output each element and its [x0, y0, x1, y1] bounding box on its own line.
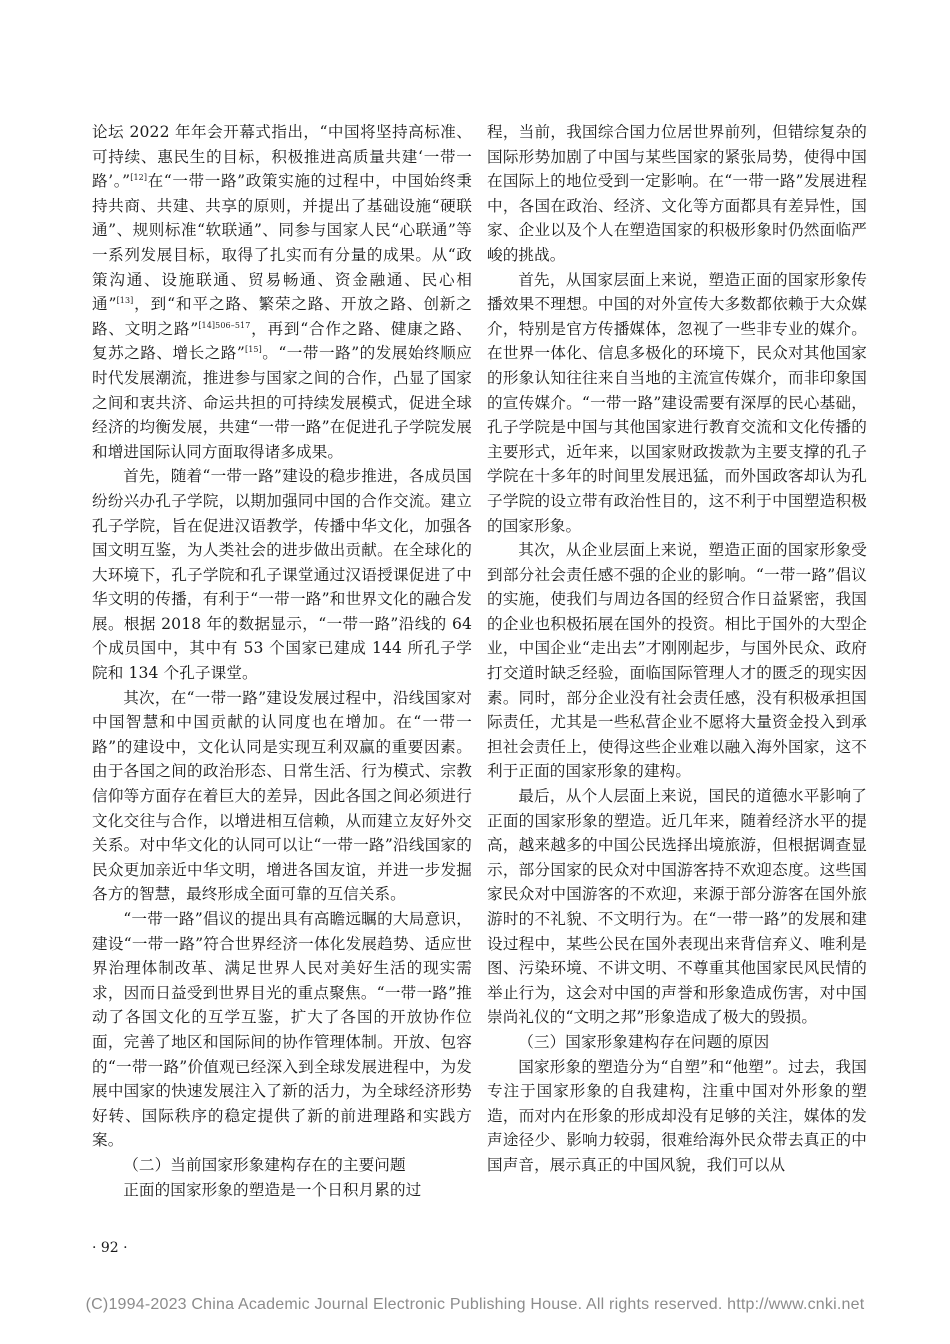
paragraph: 正面的国家形象的塑造是一个日积月累的过 — [123, 1180, 422, 1199]
section-heading: （三）国家形象建构存在问题的原因 — [518, 1032, 770, 1051]
citation: [15] — [244, 345, 262, 355]
paragraph: 首先，随着“一带一路”建设的稳步推进，各成员国纷纷兴办孔子学院，以期加强同中国的合作交流。建立孔子学院，旨在促进汉语教学，传播中华文化，加强各国文明互鉴，为人类社会的进步做出贡献。在全球化的大环境下，孔子学院和孔子课堂通过汉语授课促进了中华文明的传播，有利于“一带一路”和世界文化的融合发展。根据 2018 年的数据显示，“一带一路”沿线的 64 个成员国中，其中有 53 个国家已建成 144 所孔子学院和 134 个孔子课堂。 — [92, 467, 472, 683]
citation: [12] — [130, 173, 148, 183]
paragraph: 最后，从个人层面上来说，国民的道德水平影响了正面的国家形象的塑造。近几年来，随着经济水平的提高，越来越多的中国公民选择出境旅游，但根据调查显示，部分国家的民众对中国游客持不欢迎态度。这些国家民众对中国游客的不欢迎，来源于部分游客在国外旅游时的不礼貌、不文明行为。在“一带一路”的发展和建设过程中，某些公民在国外表现出来背信弃义、唯利是图、污染环境、不讲文明、不尊重其他国家民风民情的举止行为，这会对中国的声誉和形象造成伤害，对中国崇尚礼仪的“文明之邦”形象造成了极大的毁损。 — [487, 787, 867, 1027]
page-number: · 92 · — [92, 1240, 128, 1256]
paragraph: 程，当前，我国综合国力位居世界前列，但错综复杂的国际形势加剧了中国与某些国家的紧张局势，使得中国在国际上的地位受到一定影响。在“一带一路”发展进程中，各国在政治、经济、文化等方面都具有差异性，国家、企业以及个人在塑造国家的积极形象时仍然面临严峻的挑战。 — [487, 123, 867, 264]
citation: [13] — [116, 296, 134, 306]
left-column — [92, 120, 472, 1202]
paragraph: 国家形象的塑造分为“自塑”和“他塑”。过去，我国专注于国家形象的自我建构，注重中国对外形象的塑造，而对内在形象的形成却没有足够的关注，媒体的发声途径少、影响力较弱，很难给海外民众带去真正的中国声音，展示真正的中国风貌，我们可以从 — [487, 1057, 867, 1174]
paragraph: 首先，从国家层面上来说，塑造正面的国家形象传播效果不理想。中国的对外宣传大多数都依赖于大众媒介，特别是官方传播媒体，忽视了一些非专业的媒介。在世界一体化、信息多极化的环境下，民众对其他国家的形象认知往往来自当地的主流宣传媒介，而非印象国的宣传媒介。“一带一路”建设需要有深厚的民心基础，孔子学院是中国与其他国家进行教育交流和文化传播的主要形式，近年来，以国家财政拨款为主要支撑的孔子学院在十多年的时间里发展迅猛，而外国政客却认为孔子学院的设立带有政治性目的，这不利于中国塑造积极的国家形象。 — [487, 270, 867, 535]
paragraph: 论坛 2022 年年会开幕式指出，“中国将坚持高标准、可持续、惠民生的目标，积极推进高质量共建‘一带一路’。”[12]在“一带一路”政策实施的过程中，中国始终秉持共商、共建、共享的原则，并提出了基础设施“硬联通”、规则标准“软联通”、同参与国家人民“心联通”等一系列发展目标，取得了扎实而有分量的成果。从“政策沟通、设施联通、贸易畅通、资金融通、民心相通”[13]，到“和平之路、繁荣之路、开放之路、创新之路、文明之路”$^{[14]506-517}$，再到“合作之路、健康之路、复苏之路、增长之路”[15]。“一带一路”的发展始终顺应时代发展潮流，推进参与国家之间的合作，凸显了国家之间和衷共济、命运共担的可持续发展模式，促进全球经济的均衡发展，共建“一带一路”在促进孔子学院发展和增进国际认同方面取得诸多成果。 — [92, 123, 472, 461]
paragraph: 其次，从企业层面上来说，塑造正面的国家形象受到部分社会责任感不强的企业的影响。“一带一路”倡议的实施，使我们与周边各国的经贸合作日益紧密，我国的企业也积极拓展在国外的投资。相比于国外的大型企业，中国企业“走出去”才刚刚起步，与国外民众、政府打交道时缺乏经验，面临国际管理人才的匮乏的现实因素。同时，部分企业没有社会责任感，没有积极承担国际责任，尤其是一些私营企业不愿将大量资金投入到承担社会责任上，使得这些企业难以融入海外国家，这不利于正面的国家形象的建构。 — [487, 541, 867, 781]
copyright-footer: (C)1994-2023 China Academic Journal Electronic Publishing House. All rights reserved. http://www.cnki.net — [85, 1296, 865, 1313]
section-heading: （二）当前国家形象建构存在的主要问题 — [123, 1155, 406, 1174]
paragraph: “一带一路”倡议的提出具有高瞻远瞩的大局意识，建设“一带一路”符合世界经济一体化发展趋势、适应世界治理体制改革、满足世界人民对美好生活的现实需求，因而日益受到世界目光的重点聚焦。“一带一路”推动了各国文化的互学互鉴，扩大了各国的开放协作位面，完善了地区和国际间的协作管理体制。开放、包容的“一带一路”价值观已经深入到全球发展进程中，为发展中国家的快速发展注入了新的活力，为全球经济形势好转、国际秩序的稳定提供了新的前进理路和实践方案。 — [92, 910, 472, 1150]
right-column — [487, 120, 867, 1178]
citation: [14]506–517 — [198, 320, 251, 330]
paragraph: 其次，在“一带一路”建设发展过程中，沿线国家对中国智慧和中国贡献的认同度也在增加。在“一带一路”的建设中，文化认同是实现互利双赢的重要因素。由于各国之间的政治形态、日常生活、行为模式、宗教信仰等方面存在着巨大的差异，因此各国之间必须进行文化交往与合作，以增进相互信赖，从而建立友好外交关系。对中华文化的认同可以让“一带一路”沿线国家的民众更加亲近中华文明，增进各国友谊，并进一步发掘各方的智慧，最终形成全面可靠的互信关系。 — [92, 688, 472, 904]
